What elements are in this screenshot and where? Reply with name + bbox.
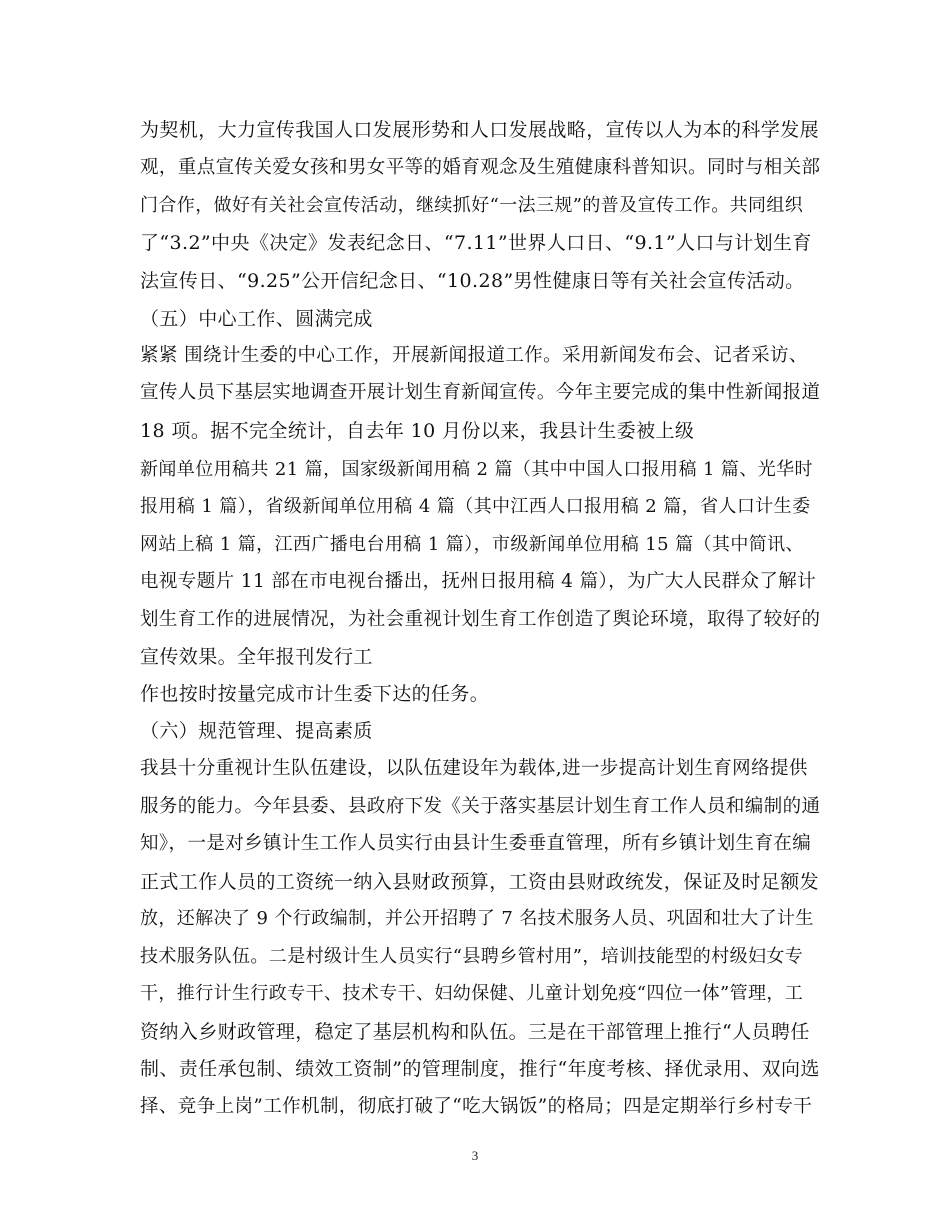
text-line: 报用稿 1 篇），省级新闻单位用稿 4 篇（其中江西人口报用稿 2 篇，省人口计生委 [140,496,811,517]
text-line: 服务的能力。今年县委、县政府下发《关于落实基层计划生育工作人员和编制的通 [140,796,821,817]
text-line: 择、竞争上岗”工作机制，彻底打破了“吃大锅饭”的格局；四是定期举行乡村专干 [140,1096,813,1117]
text-line: 网站上稿 1 篇，江西广播电台用稿 1 篇），市级新闻单位用稿 15 篇（其中简讯、 [140,534,804,555]
text-line: 技术服务队伍。二是村级计生人员实行“县聘乡管村用”，培训技能型的村级妇女专 [140,946,804,967]
text-line: 法宣传日、“9.25”公开信纪念日、“10.28”男性健康日等有关社会宣传活动。 [140,270,805,292]
section-heading: （五）中心工作、圆满完成 [140,308,373,330]
text-line: 划生育工作的进展情况，为社会重视计划生育工作创造了舆论环境，取得了较好的 [140,609,821,630]
page-number: 3 [471,1148,479,1163]
text-line: 干，推行计生行政专干、技术专干、妇幼保健、儿童计划免疫“四位一体”管理，工 [140,983,804,1004]
text-line: 宣传人员下基层实地调查开展计划生育新闻宣传。今年主要完成的集中性新闻报道 [140,382,821,403]
section-heading: （六）规范管理、提高素质 [140,720,373,742]
text-line: 我县十分重视计生队伍建设，以队伍建设年为载体,进一步提高计划生育网络提供 [140,758,808,779]
text-line: 资纳入乡财政管理，稳定了基层机构和队伍。三是在干部管理上推行“人员聘任 [140,1021,810,1043]
text-line: 为契机，大力宣传我国人口发展形势和人口发展战略，宣传以人为本的科学发展 [140,119,820,141]
text-line: 新闻单位用稿共 21 篇，国家级新闻用稿 2 篇（其中中国人口报用稿 1 篇、光华时 [140,459,813,480]
text-line: 宣传效果。全年报刊发行工 [140,646,373,668]
text-line: 紧紧 围绕计生委的中心工作，开展新闻报道工作。采用新闻发布会、记者采访、 [140,345,808,366]
text-line: 观，重点宣传关爱女孩和男女平等的婚育观念及生殖健康科普知识。同时与相关部 [140,157,821,178]
text-line: 18 项。据不完全统计，自去年 10 月份以来，我县计生委被上级 [140,420,695,442]
text-line: 知》，一是对乡镇计生工作人员实行由县计生委垂直管理，所有乡镇计划生育在编 [140,833,812,854]
text-line: 作也按时按量完成市计生委下达的任务。 [140,683,490,705]
text-line: 正式工作人员的工资统一纳入县财政预算，工资由县财政统发，保证及时足额发 [140,871,820,893]
text-line: 门合作，做好有关社会宣传活动，继续抓好“一法三规”的普及宣传工作。共同组织 [140,195,804,216]
text-line: 电视专题片 11 部在市电视台播出，抚州日报用稿 4 篇），为广大人民群众了解计 [140,571,817,592]
text-line: 制、责任承包制、绩效工资制”的管理制度，推行“年度考核、择优录用、双向选 [140,1058,820,1080]
text-line: 了“3.2”中央《决定》发表纪念日、“7.11”世界人口日、“9.1”人口与计划生育 [140,232,812,254]
text-line: 放，还解决了 9 个行政编制，并公开招聘了 7 名技术服务人员、巩固和壮大了计生 [140,908,814,929]
